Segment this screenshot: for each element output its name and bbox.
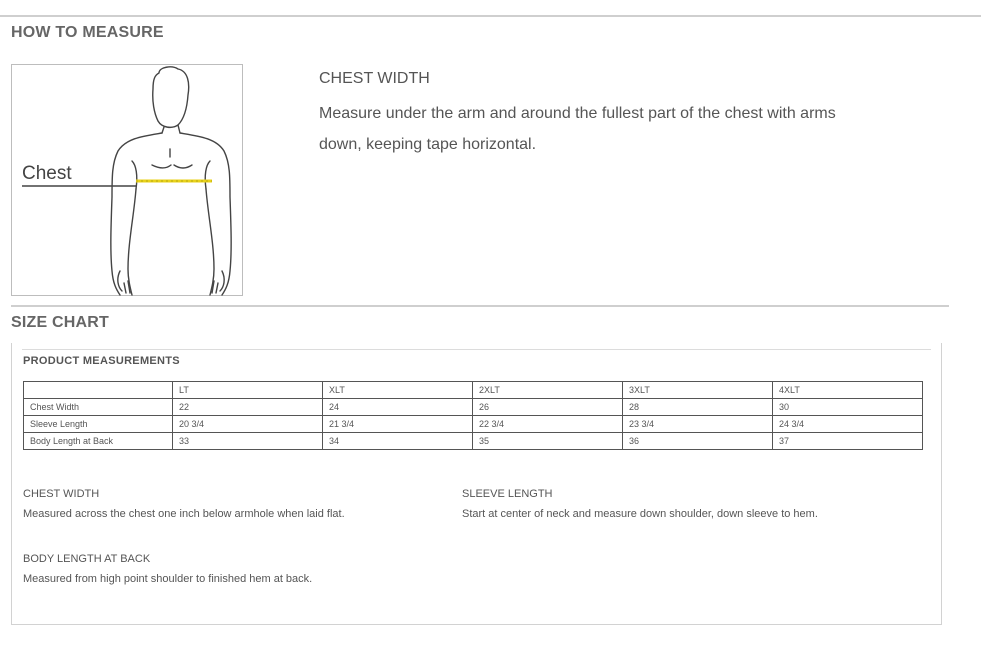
table-cell: 26 <box>473 399 623 416</box>
sleeve-length-definition-title: SLEEVE LENGTH <box>462 488 553 500</box>
table-cell: 36 <box>623 433 773 450</box>
table-cell: 30 <box>773 399 923 416</box>
table-cell: 23 3/4 <box>623 416 773 433</box>
table-cell: 33 <box>173 433 323 450</box>
table-cell: 37 <box>773 433 923 450</box>
size-chart-panel <box>11 343 942 625</box>
table-cell: 24 3/4 <box>773 416 923 433</box>
row-label-cell: Chest Width <box>24 399 173 416</box>
size-chart-divider <box>11 305 949 307</box>
table-row <box>24 416 923 433</box>
header-corner-cell <box>24 382 173 399</box>
size-header-cell: LT <box>173 382 323 399</box>
size-header-row <box>24 382 923 399</box>
measure-figure <box>11 64 243 296</box>
size-header-cell: 4XLT <box>773 382 923 399</box>
chest-width-definition-text: Measured across the chest one inch below armhole when laid flat. <box>23 508 345 520</box>
size-header-cell: 3XLT <box>623 382 773 399</box>
table-cell: 28 <box>623 399 773 416</box>
table-cell: 22 3/4 <box>473 416 623 433</box>
chest-width-definition-title: CHEST WIDTH <box>23 488 100 500</box>
table-cell: 20 3/4 <box>173 416 323 433</box>
size-header-cell: XLT <box>323 382 473 399</box>
table-cell: 21 3/4 <box>323 416 473 433</box>
chest-figure-label: Chest <box>22 163 72 184</box>
table-cell: 24 <box>323 399 473 416</box>
body-length-definition-text: Measured from high point shoulder to finished hem at back. <box>23 573 313 585</box>
body-length-definition-title: BODY LENGTH AT BACK <box>23 553 151 565</box>
row-label-cell: Sleeve Length <box>24 416 173 433</box>
table-row <box>24 399 923 416</box>
table-row <box>24 433 923 450</box>
row-label-cell: Body Length at Back <box>24 433 173 450</box>
table-cell: 22 <box>173 399 323 416</box>
how-to-measure-heading: HOW TO MEASURE <box>11 24 164 41</box>
measure-title: CHEST WIDTH <box>319 70 430 87</box>
size-header-cell: 2XLT <box>473 382 623 399</box>
measure-instructions: Measure under the arm and around the fullest part of the chest with arms down, keeping tape horizontal. <box>319 105 836 153</box>
size-chart-heading: SIZE CHART <box>11 314 109 331</box>
table-cell: 34 <box>323 433 473 450</box>
panel-divider <box>22 349 931 350</box>
top-divider <box>0 15 981 17</box>
table-cell: 35 <box>473 433 623 450</box>
product-measurements-title: PRODUCT MEASUREMENTS <box>23 355 180 367</box>
size-table <box>23 381 923 450</box>
sleeve-length-definition-text: Start at center of neck and measure down shoulder, down sleeve to hem. <box>462 508 818 520</box>
